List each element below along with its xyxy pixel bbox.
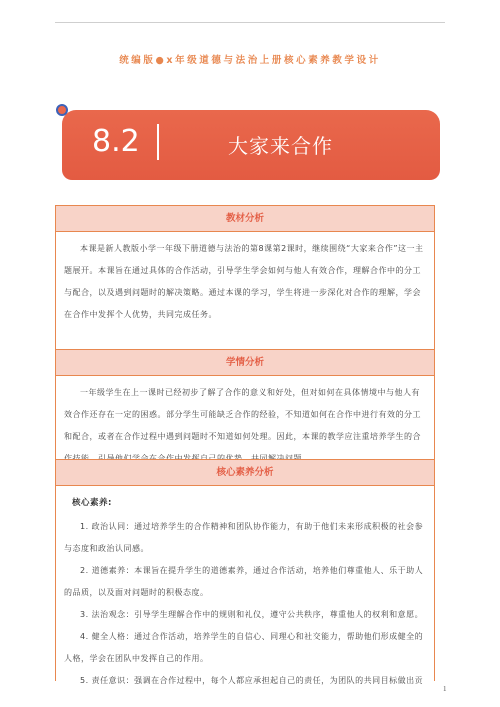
learners-section [55,349,435,460]
learners-paragraph: 一年级学生在上一课时已经初步了解了合作的意义和好处，但对如何在具体情境中与他人有效合作还存在一定的困惑。部分学生可能缺乏合作的经验，不知道如何在合作中进行有效的分工和配合，或者在合作过程中遇到问题时不知道如何处理。因此，本课的教学应注重培养学生的合 [64,388,421,441]
lesson-title: 大家来合作 [228,134,333,158]
core-section [55,459,435,685]
banner-dot-icon [56,104,68,116]
core-item: 5. 责任意识：强调在合作过程中，每个人都应承担起自己的责任，为团队的共同目标做出贡 [80,676,424,685]
learners-heading: 学情分析 [56,350,434,376]
document-header: 统编版●x年级道德与法治上册核心素养教学设计 [119,55,381,66]
banner-divider [157,124,159,160]
materials-paragraph: 本课是新人教版小学一年级下册道德与法治的第8课第2课时，继续围绕“大家来合作”这一主题展开。本课旨在通过具体的合作活动，引导学生学会如何与他人有效合作，理解合作中的分工与配合，以及遇到问题时的解决策略。通过本课的学习，学生将进一步深化对合作的理解，学会在合作中发挥个人优势，共同完成任务。 [64,244,424,319]
lesson-banner [62,110,440,180]
core-item: 1. 政治认同：通过培养学生的合作精神和团队协作能力，有助于他们未来形成积极的社会参与态度和政治认同感。 [64,522,424,553]
materials-heading: 教材分析 [56,206,434,232]
core-item: 4. 健全人格：通过合作活动，培养学生的自信心、同理心和社交能力，帮助他们形成健全的人格，学会在团队中发挥自己的作用。 [64,632,424,663]
page-number: 1 [443,685,447,693]
top-rule [55,22,445,23]
core-item: 2. 道德素养：本课旨在提升学生的道德素养，通过合作活动，培养他们尊重他人、乐于助人的品质，以及面对问题时的积极态度。 [64,566,424,597]
materials-body [56,232,434,330]
core-item: 3. 法治观念：引导学生理解合作中的规则和礼仪，遵守公共秩序，尊重他人的权利和意愿。 [80,610,424,619]
core-body [56,486,434,696]
materials-section [55,205,435,350]
core-label: 核心素养: [72,498,112,508]
lesson-number: 8.2 [92,124,140,159]
core-heading: 核心素养分析 [56,460,434,486]
